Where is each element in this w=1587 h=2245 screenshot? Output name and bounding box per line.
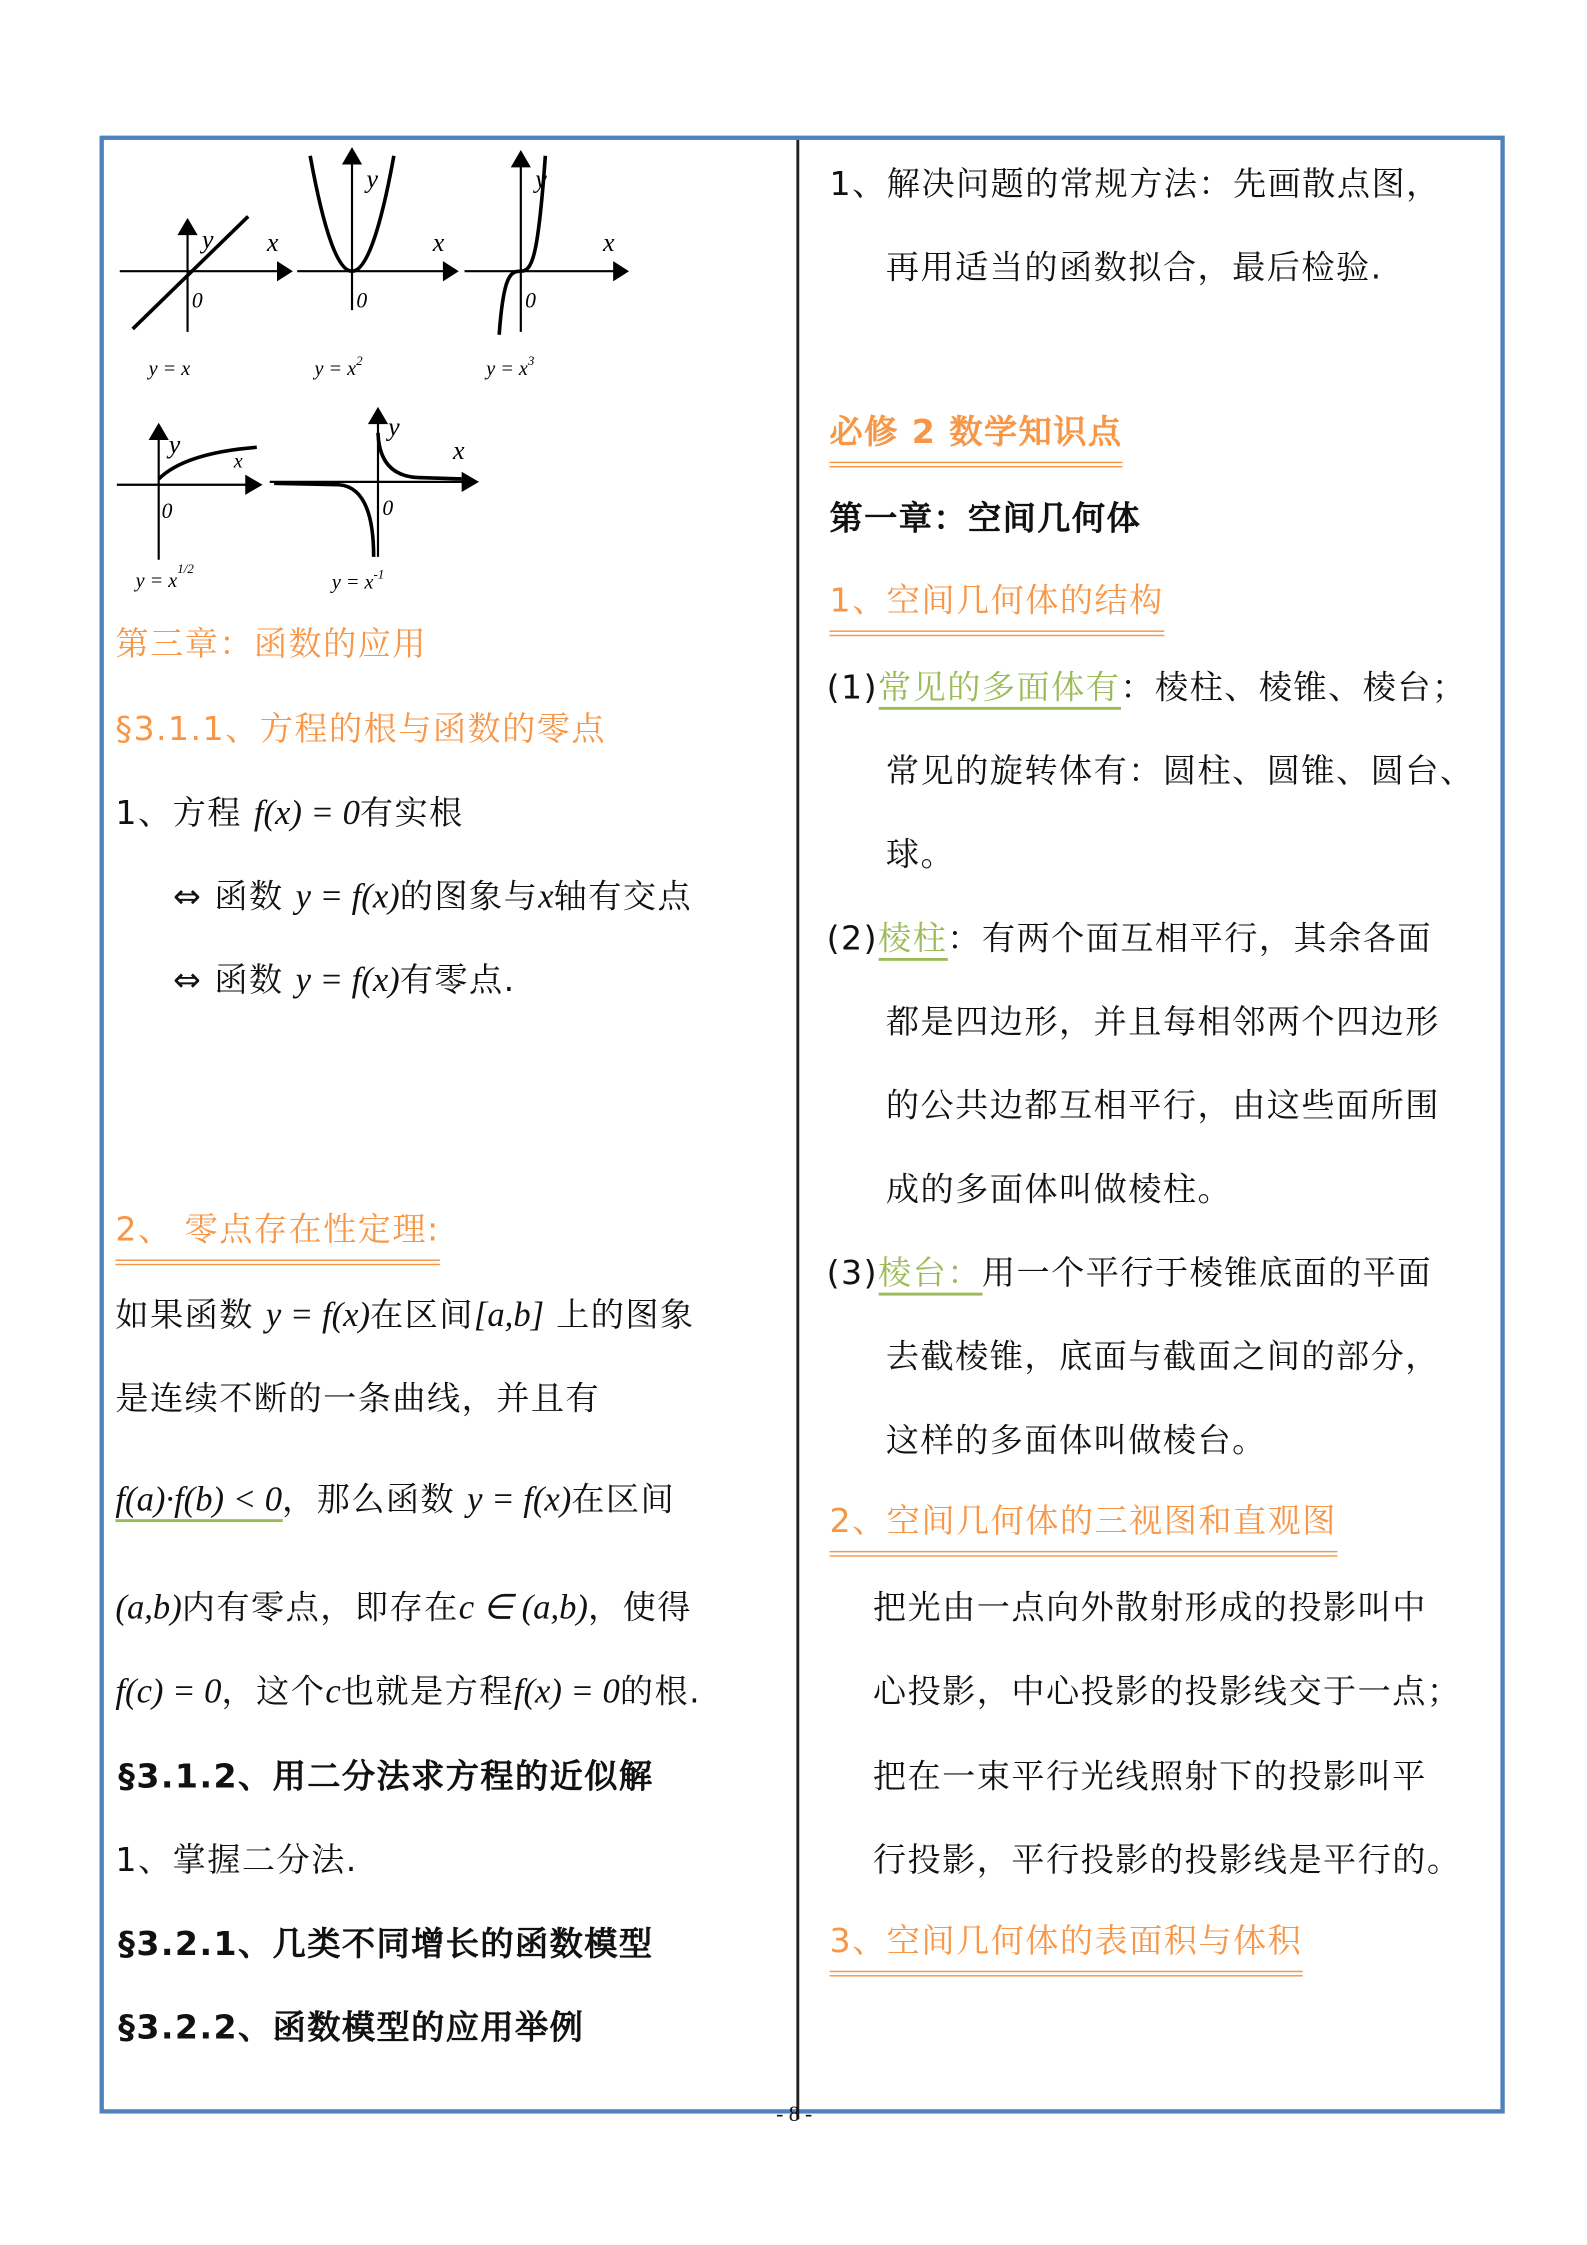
bisection-line: 1、掌握二分法. xyxy=(115,1842,358,1880)
graph-label-sqrt: $y = x^{1/2}$ xyxy=(135,560,194,593)
chapter-3-heading: 第三章：函数的应用 xyxy=(115,626,428,664)
theorem-line-3: f(a)·f(b) < 0，那么函数 y = f(x)在区间 xyxy=(115,1476,675,1525)
prism-line-1: (2)棱柱：有两个面互相平行，其余各面 xyxy=(827,915,1432,964)
axis-y-label: y xyxy=(168,430,181,460)
theorem-line-2: 是连续不断的一条曲线，并且有 xyxy=(115,1380,601,1419)
frustum-line-3: 这样的多面体叫做棱台。 xyxy=(885,1422,1267,1461)
section-3-1-2-heading: §3.1.2、用二分法求方程的近似解 xyxy=(118,1758,654,1797)
axis-y-label: y xyxy=(535,164,547,194)
projection-line-3: 把在一束平行光线照射下的投影叫平 xyxy=(872,1758,1427,1797)
equivalence-line-1: ⇔ 函数 y = f(x)的图象与x轴有交点 xyxy=(173,878,693,917)
chapter-1-heading: 第一章：空间几何体 xyxy=(829,500,1142,539)
projection-line-1: 把光由一点向外散射形成的投影叫中 xyxy=(872,1589,1427,1628)
frustum-line-2: 去截棱锥，底面与截面之间的部分， xyxy=(885,1338,1440,1377)
rotation-body-line: 常见的旋转体有：圆柱、圆锥、圆台、 xyxy=(885,753,1475,791)
origin-label: 0 xyxy=(191,288,203,313)
origin-label: 0 xyxy=(382,496,394,521)
section-structure-heading: 1、空间几何体的结构 xyxy=(830,580,1164,636)
prism-line-2: 都是四边形，并且每相邻两个四边形 xyxy=(885,1004,1440,1042)
prism-line-4: 成的多面体叫做棱柱。 xyxy=(885,1171,1233,1209)
axis-y-label: y xyxy=(388,412,400,442)
projection-line-2: 心投影，中心投影的投影线交于一点； xyxy=(872,1673,1462,1712)
axis-x-label: x xyxy=(432,228,445,258)
method-line-2: 再用适当的函数拟合，最后检验. xyxy=(885,249,1383,288)
section-views-heading: 2、空间几何体的三视图和直观图 xyxy=(830,1500,1337,1556)
axis-x-label: x xyxy=(603,228,615,258)
origin-label: 0 xyxy=(161,498,173,523)
module-2-heading: 必修 2 数学知识点 xyxy=(830,411,1123,467)
graph-label-square: $y = x^2$ xyxy=(314,353,363,381)
theorem-line-1: 如果函数 y = f(x)在区间[a,b] 上的图象 xyxy=(115,1296,695,1335)
section-area-volume-heading: 3、空间几何体的表面积与体积 xyxy=(830,1920,1303,1976)
axis-y-label: y xyxy=(201,225,214,255)
origin-label: 0 xyxy=(356,288,368,313)
section-3-1-1-heading: §3.1.1、方程的根与函数的零点 xyxy=(115,711,606,749)
zero-existence-theorem-heading: 2、 零点存在性定理: xyxy=(115,1209,439,1265)
section-3-2-1-heading: §3.2.1、几类不同增长的函数模型 xyxy=(118,1926,654,1964)
theorem-line-4: (a,b)内有零点，即存在c ∈ (a,b)，使得 xyxy=(115,1589,692,1628)
frustum-line-1: (3)棱台：用一个平行于棱锥底面的平面 xyxy=(827,1249,1432,1298)
origin-label: 0 xyxy=(525,288,536,313)
projection-line-4: 行投影，平行投影的投影线是平行的。 xyxy=(872,1842,1462,1880)
section-3-2-2-heading: §3.2.2、函数模型的应用举例 xyxy=(118,2009,585,2048)
rotation-body-line-2: 球。 xyxy=(885,836,956,875)
axis-x-label: x xyxy=(453,435,465,465)
prism-line-3: 的公共边都互相平行，由这些面所围 xyxy=(885,1087,1440,1126)
axis-x-label: x xyxy=(233,450,243,473)
theorem-line-5: f(c) = 0，这个c也就是方程f(x) = 0的根. xyxy=(115,1673,702,1712)
graph-label-linear: y = x xyxy=(148,358,191,381)
graph-label-reciprocal: $y = x^{-1}$ xyxy=(331,566,385,594)
method-line-1: 1、解决问题的常规方法：先画散点图， xyxy=(829,165,1441,204)
equivalence-line-2: ⇔ 函数 y = f(x)有零点. xyxy=(173,962,516,1000)
graph-label-cube: $y = x^3$ xyxy=(486,353,535,381)
axis-y-label: y xyxy=(366,164,378,194)
equation-root-line: 1、方程 f(x) = 0有实根 xyxy=(115,794,464,833)
axis-x-label: x xyxy=(266,228,279,258)
polyhedra-line: (1)常见的多面体有：棱柱、棱锥、棱台； xyxy=(827,664,1467,713)
page-number: - 8 - xyxy=(776,2103,813,2127)
power-function-graphs xyxy=(0,0,808,606)
